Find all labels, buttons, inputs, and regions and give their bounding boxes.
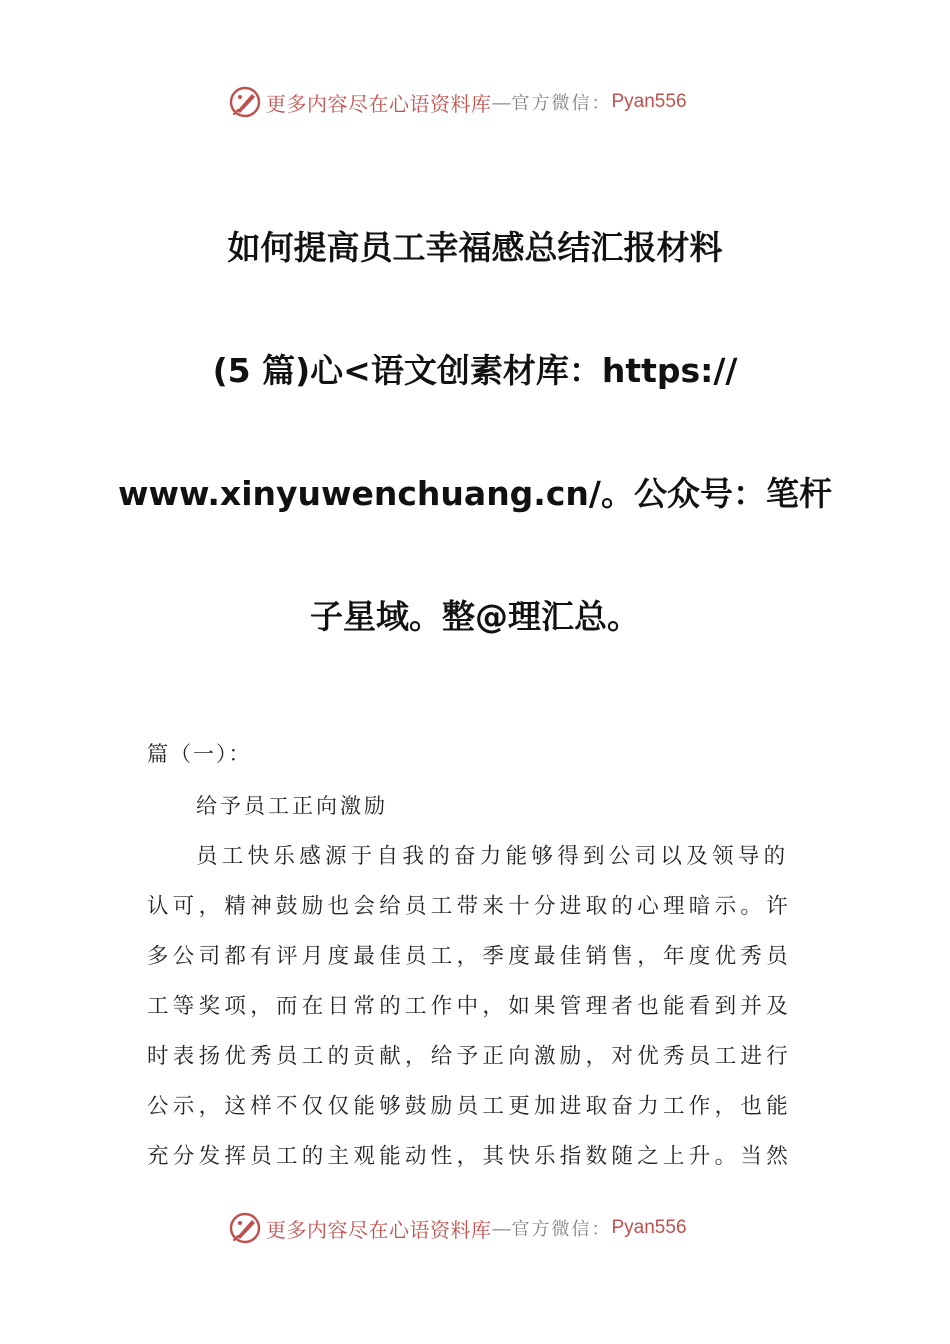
watermark-banner-bottom: [228, 1208, 748, 1248]
paragraph-line: 时表扬优秀员工的贡献，给予正向激励，对优秀员工进行: [147, 1044, 793, 1069]
quill-logo-icon: [228, 1211, 262, 1245]
paragraph-line: 员工快乐感源于自我的奋力能够得到公司以及领导的: [196, 844, 790, 869]
title-line: (5 篇)心<语文创素材库：https://: [212, 351, 738, 390]
quill-logo-icon: [228, 85, 262, 119]
paragraph-line: 工等奖项，而在日常的工作中，如果管理者也能看到并及: [147, 994, 793, 1019]
watermark-main-text: 更多内容尽在心语资料库: [266, 1217, 492, 1242]
watermark-wechat-label: 官方微信：: [511, 93, 612, 114]
body-paragraph: [147, 838, 807, 1188]
paragraph-line: 公示，这样不仅仅能够鼓励员工更加进取奋力工作，也能: [147, 1094, 793, 1119]
watermark-separator: —: [491, 90, 512, 114]
section-heading: 篇（一）：: [147, 742, 252, 766]
watermark-wechat-id: Pyan556: [611, 91, 687, 112]
paragraph-line: 认可，精神鼓励也会给员工带来十分进取的心理暗示。许: [147, 894, 793, 919]
paragraph-line: 充分发挥员工的主观能动性，其快乐指数随之上升。当然: [147, 1144, 793, 1169]
watermark-wechat-label: 官方微信：: [511, 1219, 612, 1240]
paragraph-line: 多公司都有评月度最佳员工，季度最佳销售，年度优秀员: [147, 944, 793, 969]
title-line: www.xinyuwenchuang.cn/。公众号：笔杆: [118, 474, 832, 513]
watermark-separator: —: [491, 1216, 512, 1240]
document-title: [60, 220, 890, 712]
watermark-main-text: 更多内容尽在心语资料库: [266, 91, 492, 116]
watermark-wechat-id: Pyan556: [611, 1217, 687, 1238]
section-subheading: 给予员工正向激励: [196, 794, 388, 818]
title-line: 如何提高员工幸福感总结汇报材料: [227, 228, 723, 267]
title-line: 子星域。整@理汇总。: [310, 597, 640, 636]
watermark-banner-top: [228, 82, 748, 122]
